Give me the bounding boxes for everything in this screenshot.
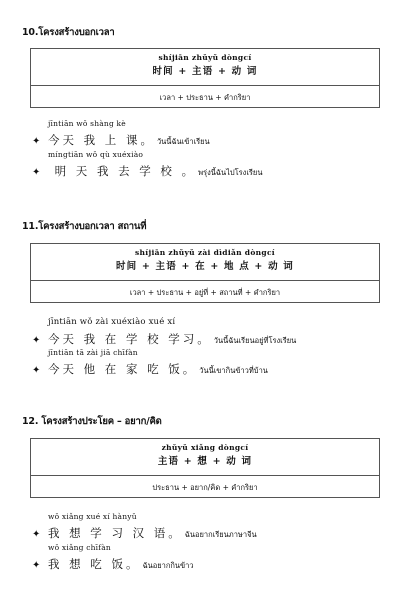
example-chinese: 明 天 我 去 学 校 。 bbox=[48, 164, 197, 178]
structure-thai: เวลา + ประธาน + อยู่ที่ + สถานที่ + คำกริยา bbox=[129, 288, 281, 297]
example-chinese: 我 想 学 习 汉 语。 bbox=[48, 526, 183, 540]
structure-formula: 时间 + 主语 + 动 词 bbox=[152, 66, 258, 77]
structure-thai: เวลา + ประธาน + คำกริยา bbox=[159, 93, 251, 102]
example-pinyin: míngtiān wǒ qù xuéxiào bbox=[48, 150, 144, 159]
example-chinese: 我 想 吃 饭。 bbox=[48, 557, 141, 571]
section-heading: 10.โครงสร้างบอกเวลา bbox=[22, 27, 115, 38]
star-bullet-icon: ✦ bbox=[32, 167, 41, 178]
example-pinyin: wǒ xiǎng xué xí hànyǔ bbox=[48, 512, 137, 521]
example-pinyin: jīntiān wǒ shàng kè bbox=[48, 119, 126, 128]
example-pinyin: jīntiān tā zài jiā chīfàn bbox=[48, 348, 138, 357]
structure-pinyin: shíjiān zhǔyǔ zài dìdiǎn dòngcí bbox=[135, 248, 275, 257]
structure-pinyin: zhǔyǔ xiǎng dòngcí bbox=[161, 443, 249, 452]
structure-divider bbox=[31, 85, 379, 86]
example-thai: ฉันอยากกินข้าว bbox=[142, 561, 194, 570]
star-bullet-icon: ✦ bbox=[32, 136, 41, 147]
section-heading: 11.โครงสร้างบอกเวลา สถานที่ bbox=[22, 221, 147, 232]
star-bullet-icon: ✦ bbox=[32, 560, 41, 571]
star-bullet-icon: ✦ bbox=[32, 335, 41, 346]
example-line bbox=[32, 358, 268, 377]
example-line bbox=[32, 553, 194, 572]
example-thai: พรุ่งนี้ฉันไปโรงเรียน bbox=[198, 168, 263, 177]
example-thai: ฉันอยากเรียนภาษาจีน bbox=[184, 530, 257, 539]
star-bullet-icon: ✦ bbox=[32, 529, 41, 540]
example-line bbox=[32, 522, 257, 541]
structure-pinyin: shíjiān zhǔyǔ dòngcí bbox=[158, 53, 252, 62]
section-heading: 12. โครงสร้างประโยค – อยาก/คิด bbox=[22, 416, 162, 427]
example-chinese: 今天 他 在 家 吃 饭。 bbox=[48, 362, 198, 376]
example-pinyin: wǒ xiǎng chīfàn bbox=[48, 543, 111, 552]
structure-box bbox=[30, 243, 380, 303]
example-line bbox=[32, 160, 262, 179]
structure-formula: 时间 + 主语 + 在 + 地 点 + 动 词 bbox=[115, 261, 294, 272]
structure-formula: 主语 + 想 + 动 词 bbox=[157, 456, 253, 467]
example-chinese: 今天 我 在 学 校 学习。 bbox=[48, 332, 212, 346]
example-line bbox=[32, 129, 210, 148]
structure-divider bbox=[31, 475, 379, 476]
example-line bbox=[32, 328, 296, 347]
example-pinyin: jīntiān wǒ zài xuéxiào xué xí bbox=[48, 317, 176, 327]
example-thai: วันนี้เขากินข้าวที่บ้าน bbox=[199, 366, 268, 375]
structure-divider bbox=[31, 280, 379, 281]
structure-box bbox=[30, 48, 380, 108]
example-thai: วันนี้ฉันเรียนอยู่ที่โรงเรียน bbox=[213, 336, 297, 345]
structure-box bbox=[30, 438, 380, 498]
example-chinese: 今天 我 上 课。 bbox=[48, 133, 155, 147]
structure-thai: ประธาน + อยาก/คิด + คำกริยา bbox=[152, 483, 258, 492]
star-bullet-icon: ✦ bbox=[32, 365, 41, 376]
example-thai: วันนี้ฉันเข้าเรียน bbox=[156, 137, 210, 146]
